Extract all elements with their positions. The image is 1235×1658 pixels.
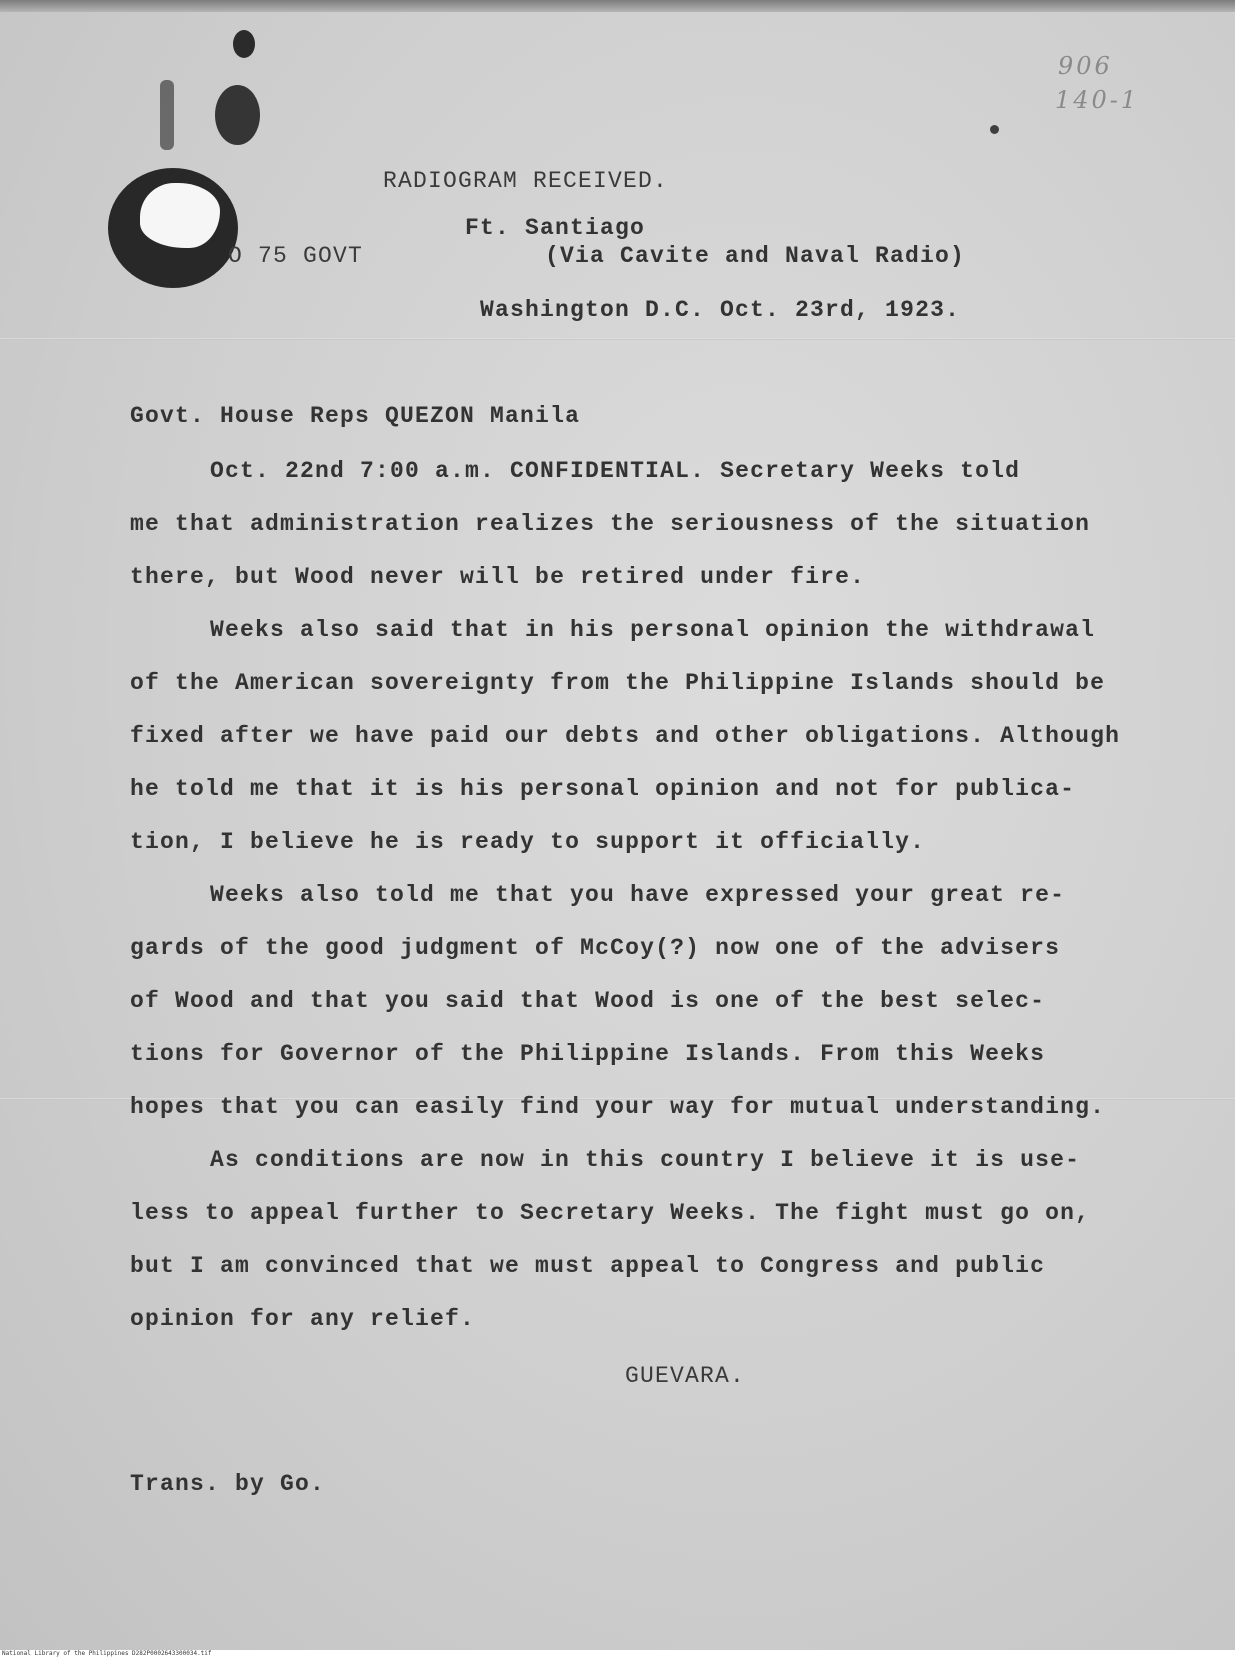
body-line: he told me that it is his personal opinion and not for publica- bbox=[130, 776, 1076, 802]
ink-streak bbox=[160, 80, 174, 150]
body-line: tion, I believe he is ready to support it officially. bbox=[130, 829, 926, 855]
document-title: RADIOGRAM RECEIVED. bbox=[383, 168, 669, 194]
translator-note: Trans. by Go. bbox=[130, 1471, 326, 1497]
body-line: of Wood and that you said that Wood is one of the best selec- bbox=[130, 988, 1046, 1014]
signature: GUEVARA. bbox=[625, 1363, 746, 1389]
ink-speck bbox=[990, 125, 999, 134]
body-line: tions for Governor of the Philippine Islands. From this Weeks bbox=[130, 1041, 1046, 1067]
body-line: of the American sovereignty from the Philippine Islands should be bbox=[130, 670, 1106, 696]
station-name: Ft. Santiago bbox=[465, 215, 646, 241]
body-line: gards of the good judgment of McCoy(?) now one of the advisers bbox=[130, 935, 1061, 961]
body-line: me that administration realizes the seriousness of the situation bbox=[130, 511, 1091, 537]
pencil-note-number: 906 bbox=[1058, 52, 1113, 80]
body-line: Oct. 22nd 7:00 a.m. CONFIDENTIAL. Secretary Weeks told bbox=[210, 458, 1021, 484]
punched-hole bbox=[140, 183, 220, 248]
body-line: but I am convinced that we must appeal to Congress and public bbox=[130, 1253, 1046, 1279]
body-line: less to appeal further to Secretary Weeks. The fight must go on, bbox=[130, 1200, 1091, 1226]
ink-dot bbox=[233, 30, 255, 58]
message-code: O 75 GOVT bbox=[228, 243, 364, 269]
body-line: hopes that you can easily find your way for mutual understanding. bbox=[130, 1094, 1106, 1120]
address-line: Govt. House Reps QUEZON Manila bbox=[130, 403, 581, 429]
fold-line-upper bbox=[0, 338, 1235, 340]
body-line: opinion for any relief. bbox=[130, 1306, 476, 1332]
body-line: fixed after we have paid our debts and other obligations. Although bbox=[130, 723, 1121, 749]
ink-smudge-upper bbox=[215, 85, 260, 145]
scan-top-edge bbox=[0, 0, 1235, 12]
pencil-note-reference: 140-1 bbox=[1055, 86, 1140, 114]
body-line: there, but Wood never will be retired under fire. bbox=[130, 564, 866, 590]
archive-footer: National Library of the Philippines D282P0002643300034.tif bbox=[0, 1650, 1235, 1658]
body-line: As conditions are now in this country I believe it is use- bbox=[210, 1147, 1081, 1173]
body-line: Weeks also said that in his personal opinion the withdrawal bbox=[210, 617, 1096, 643]
dateline: Washington D.C. Oct. 23rd, 1923. bbox=[480, 297, 961, 323]
body-line: Weeks also told me that you have expressed your great re- bbox=[210, 882, 1066, 908]
routing-note: (Via Cavite and Naval Radio) bbox=[545, 243, 966, 269]
